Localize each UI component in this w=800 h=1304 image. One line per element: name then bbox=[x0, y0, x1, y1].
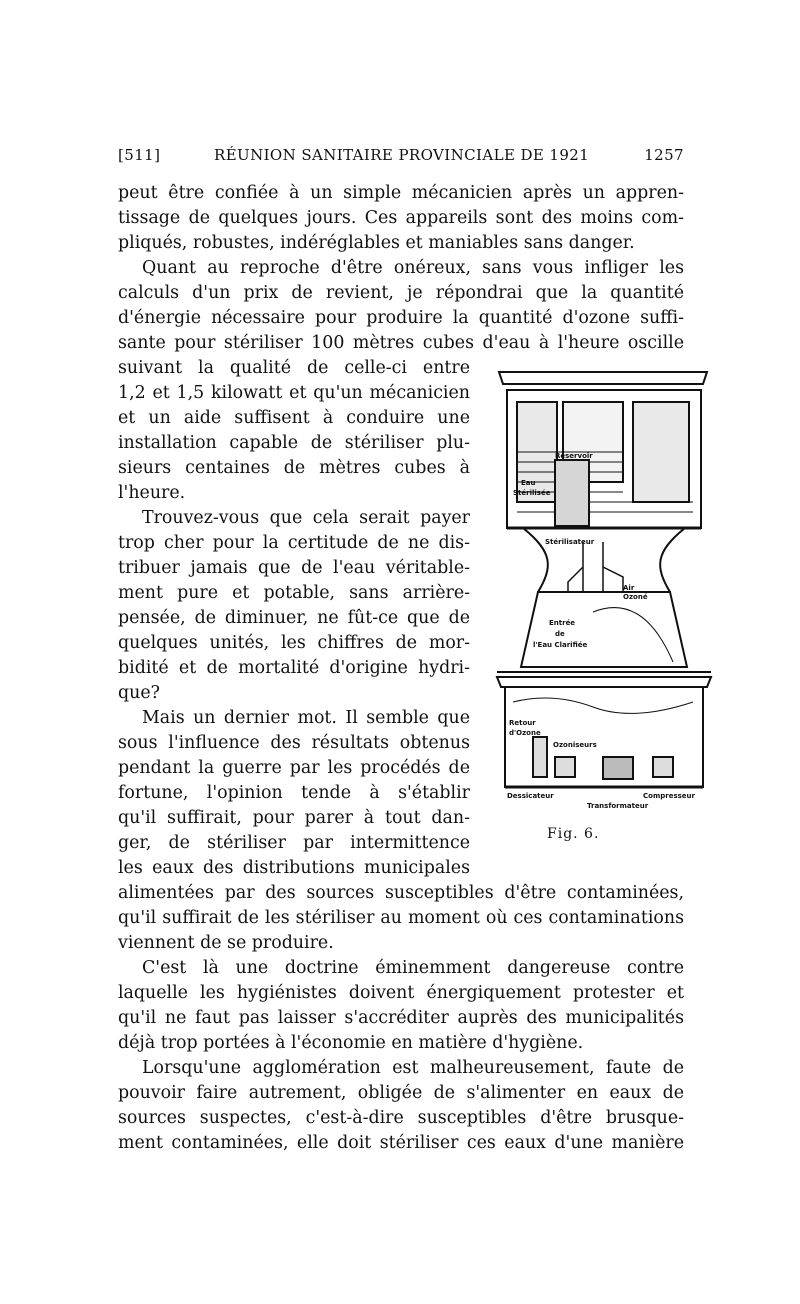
text-line: sante pour stériliser 100 mètres cubes d'eau à l'heure oscille bbox=[118, 333, 684, 353]
text-line: que? bbox=[118, 683, 160, 703]
figure-label-reservoir: Réservoir bbox=[555, 452, 593, 460]
figure-label-de: de bbox=[555, 630, 565, 638]
text-line: C'est là une doctrine éminemment dangereuse contre bbox=[142, 958, 684, 978]
header-title: RÉUNION SANITAIRE PROVINCIALE DE 1921 bbox=[214, 146, 590, 164]
text-line: Mais un dernier mot. Il semble que bbox=[142, 708, 470, 728]
text-line: quelques unités, les chiffres de mor- bbox=[118, 633, 470, 653]
figure-label-sterilisee: Stérilisée bbox=[513, 489, 551, 497]
text-line: fortune, l'opinion tende à s'établir bbox=[118, 783, 470, 803]
header-page-ref: [511] bbox=[118, 146, 161, 164]
text-line: ment pure et potable, sans arrière- bbox=[118, 583, 470, 603]
text-line: déjà trop portées à l'économie en matière d'hygiène. bbox=[118, 1033, 584, 1053]
figure-label-compresseur: Compresseur bbox=[643, 792, 695, 800]
text-line: pendant la guerre par les procédés de bbox=[118, 758, 470, 778]
text-line: qu'il suffirait, pour parer à tout dan- bbox=[118, 808, 470, 828]
text-line: Quant au reproche d'être onéreux, sans vous infliger les bbox=[142, 258, 684, 278]
text-line: ger, de stériliser par intermittence bbox=[118, 833, 470, 853]
text-line: suivant la qualité de celle-ci entre bbox=[118, 358, 470, 378]
text-line: peut être confiée à un simple mécanicien après un appren- bbox=[118, 183, 684, 203]
figure-label-eau-clarifiee: l'Eau Clarifiée bbox=[533, 641, 588, 649]
text-line: pliqués, robustes, indéréglables et maniables sans danger. bbox=[118, 233, 635, 253]
text-line: laquelle les hygiénistes doivent énergiquement protester et bbox=[118, 983, 684, 1003]
text-line: et un aide suffisent à conduire une bbox=[118, 408, 470, 428]
text-line: installation capable de stériliser plu- bbox=[118, 433, 470, 453]
sterilizer-tower-figure bbox=[493, 362, 715, 812]
text-line: Trouvez-vous que cela serait payer bbox=[142, 508, 470, 528]
text-line: d'énergie nécessaire pour produire la quantité d'ozone suffi- bbox=[118, 308, 684, 328]
figure-label-transformateur: Transformateur bbox=[587, 802, 649, 810]
figure-label-entree: Entrée bbox=[549, 619, 576, 627]
text-line: 1,2 et 1,5 kilowatt et qu'un mécanicien bbox=[118, 383, 470, 403]
figure-label-ozoniseurs: Ozoniseurs bbox=[553, 741, 597, 749]
figure-label-air: Air bbox=[623, 584, 635, 592]
text-line: tribuer jamais que de l'eau véritable- bbox=[118, 558, 470, 578]
text-line: sous l'influence des résultats obtenus bbox=[118, 733, 470, 753]
figure-label-eau: Eau bbox=[521, 479, 536, 487]
text-line: calculs d'un prix de revient, je répondrai que la quantité bbox=[118, 283, 684, 303]
text-line: sieurs centaines de mètres cubes à bbox=[118, 458, 470, 478]
figure-label-sterilisateur: Stérilisateur bbox=[545, 538, 595, 546]
figure-label-ozone: Ozoné bbox=[623, 593, 648, 601]
text-line: qu'il ne faut pas laisser s'accréditer auprès des municipalités bbox=[118, 1008, 684, 1028]
figure-label-retour: Retour bbox=[509, 719, 536, 727]
text-line: pouvoir faire autrement, obligée de s'alimenter en eaux de bbox=[118, 1083, 684, 1103]
figure-caption: Fig. 6. bbox=[547, 826, 600, 842]
figure-label-d-ozone: d'Ozone bbox=[509, 729, 541, 737]
text-line: tissage de quelques jours. Ces appareils sont des moins com- bbox=[118, 208, 684, 228]
text-line: les eaux des distributions municipales bbox=[118, 858, 470, 878]
header-page-number: 1257 bbox=[644, 146, 684, 164]
text-line: alimentées par des sources susceptibles d'être contaminées, bbox=[118, 883, 684, 903]
text-line: trop cher pour la certitude de ne dis- bbox=[118, 533, 470, 553]
text-line: sources suspectes, c'est-à-dire susceptibles d'être brusque- bbox=[118, 1108, 684, 1128]
text-line: pensée, de diminuer, ne fût-ce que de bbox=[118, 608, 470, 628]
running-header bbox=[118, 146, 684, 170]
text-line: viennent de se produire. bbox=[118, 933, 334, 953]
text-line: ment contaminées, elle doit stériliser ces eaux d'une manière bbox=[118, 1133, 684, 1153]
text-line: bidité et de mortalité d'origine hydri- bbox=[118, 658, 470, 678]
text-line: l'heure. bbox=[118, 483, 186, 503]
figure-label-dessicateur: Dessicateur bbox=[507, 792, 554, 800]
text-line: qu'il suffirait de les stériliser au moment où ces contaminations bbox=[118, 908, 684, 928]
text-line: Lorsqu'une agglomération est malheureusement, faute de bbox=[142, 1058, 684, 1078]
